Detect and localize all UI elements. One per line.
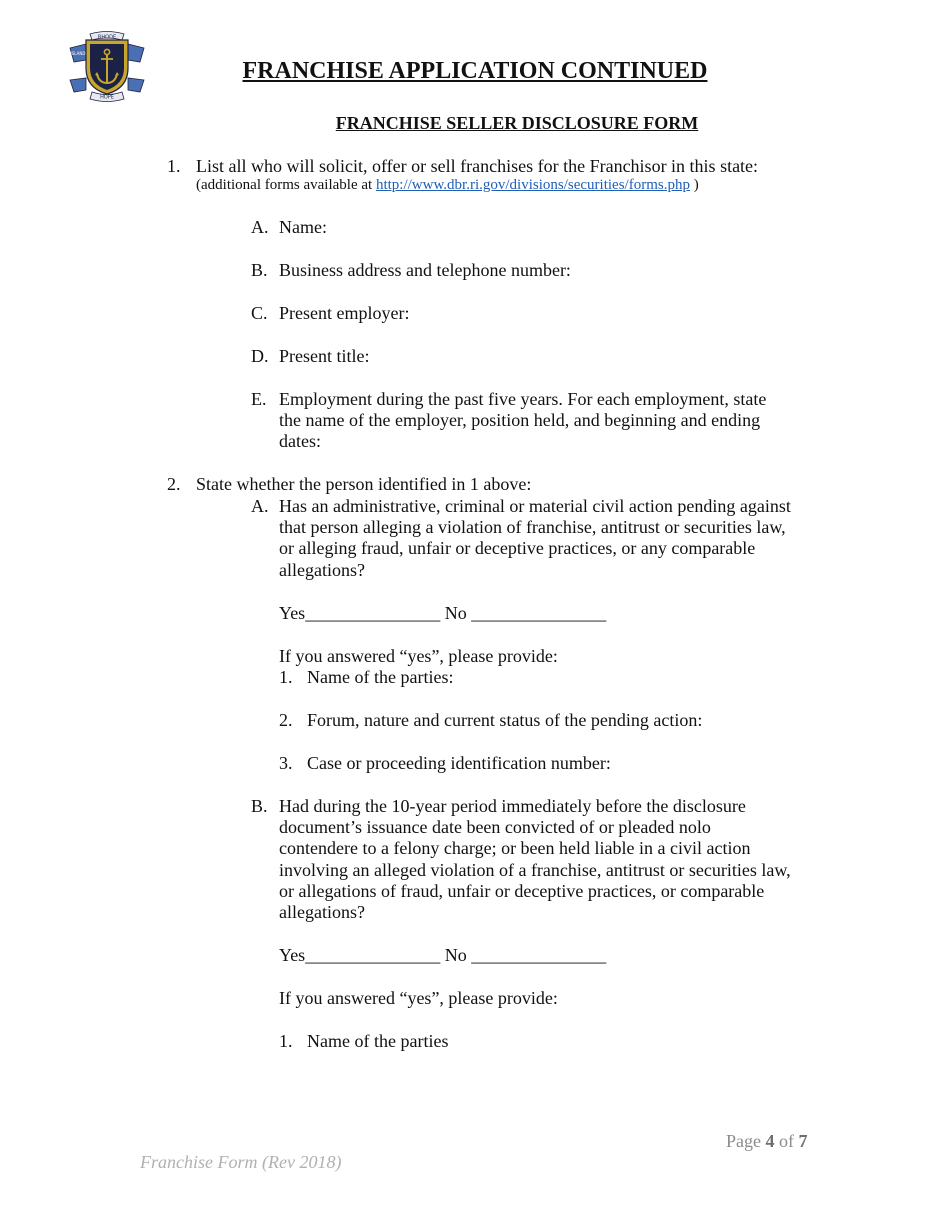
q1-item-c-letter: C. xyxy=(251,303,268,323)
seal-bottom-text: HOPE xyxy=(100,94,114,101)
q2-a-sub-1-number: 1. xyxy=(279,667,293,687)
q1-item-c-text: Present employer: xyxy=(279,303,410,323)
q2-b-sub-1-text: Name of the parties xyxy=(307,1031,449,1051)
q2-b-line-2: document’s issuance date been convicted of or pleaded nolo xyxy=(279,817,711,837)
q2-a-sub-3-text: Case or proceeding identification number: xyxy=(307,753,611,773)
q2-a-yes-no-blanks[interactable]: Yes_______________ No _______________ xyxy=(279,603,607,623)
seal-left-text: ISLAND xyxy=(70,51,86,56)
q1-number: 1. xyxy=(167,156,181,176)
q1-note-suffix: ) xyxy=(689,177,699,193)
q2-b-line-5: or allegations of fraud, unfair or deceptive practices, or comparable xyxy=(279,881,765,901)
q1-item-e-letter: E. xyxy=(251,389,267,409)
q2-a-sub-2-number: 2. xyxy=(279,710,293,730)
forms-link[interactable]: http://www.dbr.ri.gov/divisions/securities/forms.php xyxy=(375,177,690,193)
q2-b-line-6: allegations? xyxy=(279,902,365,922)
page-of: of xyxy=(779,1131,794,1151)
q2-a-letter: A. xyxy=(251,496,269,516)
q1-item-b-letter: B. xyxy=(251,260,268,280)
q1-note-prefix: (additional forms available at xyxy=(196,177,376,193)
q2-a-if-yes: If you answered “yes”, please provide: xyxy=(279,646,558,666)
q2-number: 2. xyxy=(167,474,181,494)
q2-b-yes-no-blanks[interactable]: Yes_______________ No _______________ xyxy=(279,945,607,965)
q1-item-d-letter: D. xyxy=(251,346,269,366)
page-number xyxy=(726,1131,808,1152)
q2-a-line-2: that person alleging a violation of franchise, antitrust or securities law, xyxy=(279,517,786,537)
q2-b-line-4: involving an alleged violation of a franchise, antitrust or securities law, xyxy=(279,860,791,880)
page-title-text: FRANCHISE APPLICATION CONTINUED xyxy=(242,58,708,84)
q2-b-letter: B. xyxy=(251,796,268,816)
page-title xyxy=(0,58,950,85)
q1-note xyxy=(196,177,699,194)
q2-a-sub-3-number: 3. xyxy=(279,753,293,773)
page-word: Page xyxy=(726,1131,761,1151)
q1-item-a-letter: A. xyxy=(251,217,269,237)
q2-b-if-yes: If you answered “yes”, please provide: xyxy=(279,988,558,1008)
q1-item-e-line-2: the name of the employer, position held, and beginning and ending xyxy=(279,410,761,430)
q1-item-a-text: Name: xyxy=(279,217,327,237)
q2-a-line-3: or alleging fraud, unfair or deceptive practices, or any comparable xyxy=(279,538,756,558)
q1-text: List all who will solicit, offer or sell franchises for the Franchisor in this state: xyxy=(196,156,759,176)
q2-a-sub-2-text: Forum, nature and current status of the pending action: xyxy=(307,710,703,730)
seal-top-text: RHODE xyxy=(97,34,117,41)
page-current: 4 xyxy=(765,1131,775,1151)
page-total: 7 xyxy=(798,1131,808,1151)
q2-a-sub-1-text: Name of the parties: xyxy=(307,667,454,687)
q2-a-line-4: allegations? xyxy=(279,560,365,580)
q2-b-sub-1-number: 1. xyxy=(279,1031,293,1051)
q1-item-e-line-1: Employment during the past five years. For each employment, state xyxy=(279,389,767,409)
form-revision-footer: Franchise Form (Rev 2018) xyxy=(140,1152,342,1172)
q2-b-line-3: contendere to a felony charge; or been held liable in a civil action xyxy=(279,838,751,858)
q1-item-d-text: Present title: xyxy=(279,346,370,366)
q2-text: State whether the person identified in 1 above: xyxy=(196,474,532,494)
q2-b-line-1: Had during the 10-year period immediately before the disclosure xyxy=(279,796,746,816)
q2-a-line-1: Has an administrative, criminal or material civil action pending against xyxy=(279,496,791,516)
q1-item-b-text: Business address and telephone number: xyxy=(279,260,571,280)
form-subtitle: FRANCHISE SELLER DISCLOSURE FORM xyxy=(335,113,699,133)
q1-item-e-line-3: dates: xyxy=(279,431,321,451)
